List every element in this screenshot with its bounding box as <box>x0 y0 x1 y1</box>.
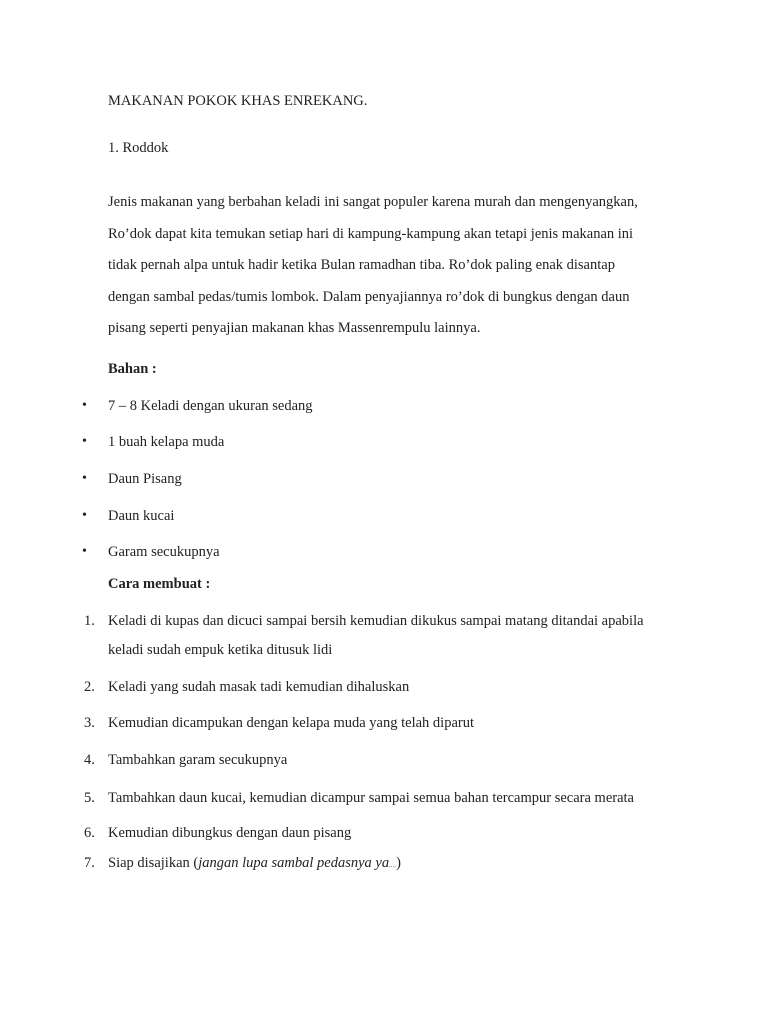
ingredient-text: Daun kucai <box>108 508 175 524</box>
paragraph-line: pisang seperti penyajian makanan khas Massenrempulu lainnya. <box>108 320 481 336</box>
ingredient-text: 7 – 8 Keladi dengan ukuran sedang <box>108 398 313 414</box>
step-text-continued: keladi sudah empuk ketika ditusuk lidi <box>108 642 333 658</box>
paragraph-line: Jenis makanan yang berbahan keladi ini sangat populer karena murah dan mengenyangkan, <box>108 194 638 210</box>
step-text-prefix: Siap disajikan ( <box>108 855 199 871</box>
steps-heading: Cara membuat : <box>108 576 211 592</box>
bullet-icon: • <box>82 434 87 449</box>
step-text <box>108 855 401 872</box>
ingredients-heading: Bahan : <box>108 361 157 377</box>
step-number: 1. <box>84 613 95 629</box>
step-number: 2. <box>84 679 95 695</box>
step-text: Keladi yang sudah masak tadi kemudian dihaluskan <box>108 679 410 695</box>
bullet-icon: • <box>82 471 87 486</box>
ingredient-text: 1 buah kelapa muda <box>108 434 225 450</box>
step-text: Tambahkan daun kucai, kemudian dicampur sampai semua bahan tercampur secara merata <box>108 790 634 806</box>
bullet-icon: • <box>82 398 87 413</box>
step-text-ellipsis: .... <box>389 861 397 869</box>
paragraph-line: dengan sambal pedas/tumis lombok. Dalam penyajiannya ro’dok di bungkus dengan daun <box>108 288 630 305</box>
ingredient-text: Daun Pisang <box>108 471 182 487</box>
ingredient-text: Garam secukupnya <box>108 544 220 560</box>
section-heading: 1. Roddok <box>108 140 169 156</box>
step-text-suffix: ) <box>396 855 401 871</box>
bullet-icon: • <box>82 544 87 559</box>
step-number: 6. <box>84 825 95 841</box>
step-text: Tambahkan garam secukupnya <box>108 752 288 768</box>
step-number: 4. <box>84 752 95 768</box>
bullet-icon: • <box>82 508 87 523</box>
document-title: MAKANAN POKOK KHAS ENREKANG. <box>108 93 368 109</box>
step-text: Kemudian dicampukan dengan kelapa muda yang telah diparut <box>108 715 474 731</box>
step-text: Kemudian dibungkus dengan daun pisang <box>108 825 352 841</box>
paragraph-line: Ro’dok dapat kita temukan setiap hari di kampung-kampung akan tetapi jenis makanan ini <box>108 225 634 242</box>
paragraph-line: tidak pernah alpa untuk hadir ketika Bulan ramadhan tiba. Ro’dok paling enak disantap <box>108 257 615 273</box>
step-number: 7. <box>84 855 95 871</box>
step-number: 3. <box>84 715 95 731</box>
intro-paragraph <box>108 187 668 345</box>
step-text: Keladi di kupas dan dicuci sampai bersih kemudian dikukus sampai matang ditandai apabila <box>108 613 644 629</box>
step-text-italic: jangan lupa sambal pedasnya ya <box>198 855 390 871</box>
step-number: 5. <box>84 790 95 806</box>
